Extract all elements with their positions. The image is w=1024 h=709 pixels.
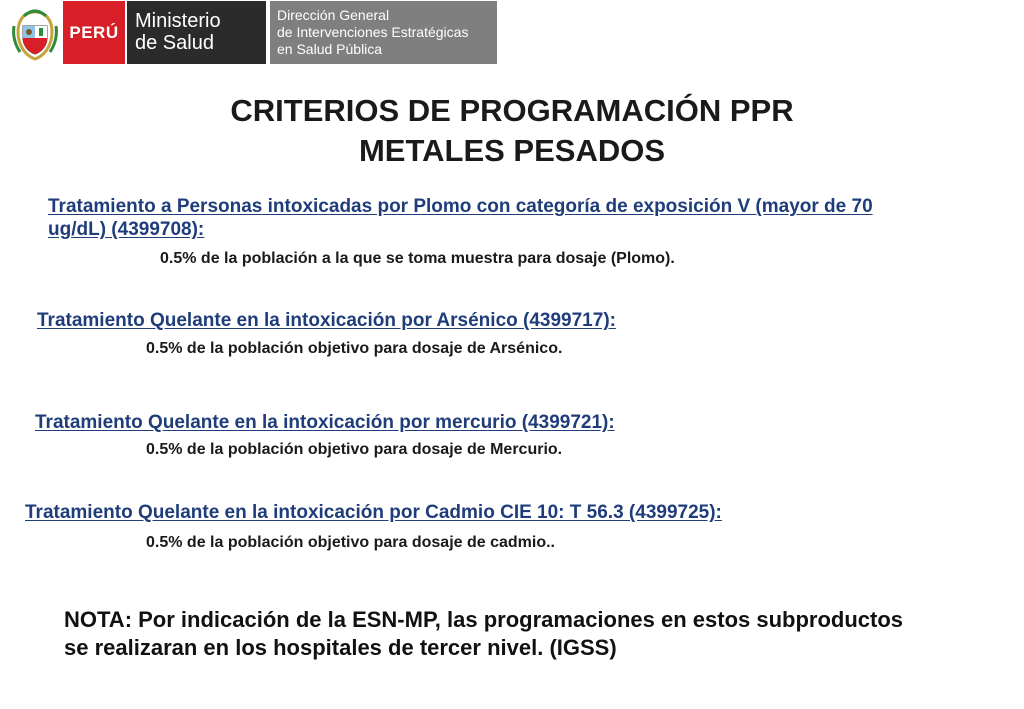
coat-of-arms-icon (10, 4, 60, 62)
directorate-name (270, 1, 497, 64)
note-line-2: se realizaran en los hospitales de tercer nivel. (IGSS) (64, 635, 617, 660)
page-title-line-1: CRITERIOS DE PROGRAMACIÓN PPR (230, 93, 794, 128)
header-bar (0, 0, 1024, 68)
section-arsenic-detail: 0.5% de la población objetivo para dosaje de Arsénico. (146, 340, 563, 357)
note-line-1: NOTA: Por indicación de la ESN-MP, las programaciones en estos subproductos (64, 607, 904, 632)
ministry-line-2: de Salud (135, 32, 214, 54)
ministry-line-1: Ministerio (135, 10, 221, 32)
section-arsenic-title[interactable]: Tratamiento Quelante en la intoxicación por Arsénico (4399717): (37, 310, 616, 331)
note-block (64, 606, 994, 662)
section-lead-detail: 0.5% de la población a la que se toma muestra para dosaje (Plomo). (160, 250, 675, 267)
directorate-line-1: Dirección General (277, 7, 390, 23)
section-mercury-detail: 0.5% de la población objetivo para dosaje de Mercurio. (146, 441, 563, 458)
section-lead-title-line-2[interactable]: ug/dL) (4399708): (48, 219, 205, 240)
section-cadmium-title[interactable]: Tratamiento Quelante en la intoxicación por Cadmio CIE 10: T 56.3 (4399725): (25, 502, 722, 523)
directorate-line-3: en Salud Pública (277, 41, 383, 57)
ministry-name (127, 1, 266, 64)
section-cadmium-detail: 0.5% de la población objetivo para dosaje de cadmio.. (146, 534, 555, 551)
directorate-line-2: de Intervenciones Estratégicas (277, 24, 469, 40)
section-mercury-title[interactable]: Tratamiento Quelante en la intoxicación por mercurio (4399721): (35, 412, 615, 433)
page-title-line-2: METALES PESADOS (358, 133, 666, 168)
peru-label: PERÚ (63, 1, 125, 64)
section-lead-title[interactable] (48, 195, 873, 241)
section-lead-title-line-1[interactable]: Tratamiento a Personas intoxicadas por Plomo con categoría de exposición V (mayor de 70 (48, 196, 873, 217)
